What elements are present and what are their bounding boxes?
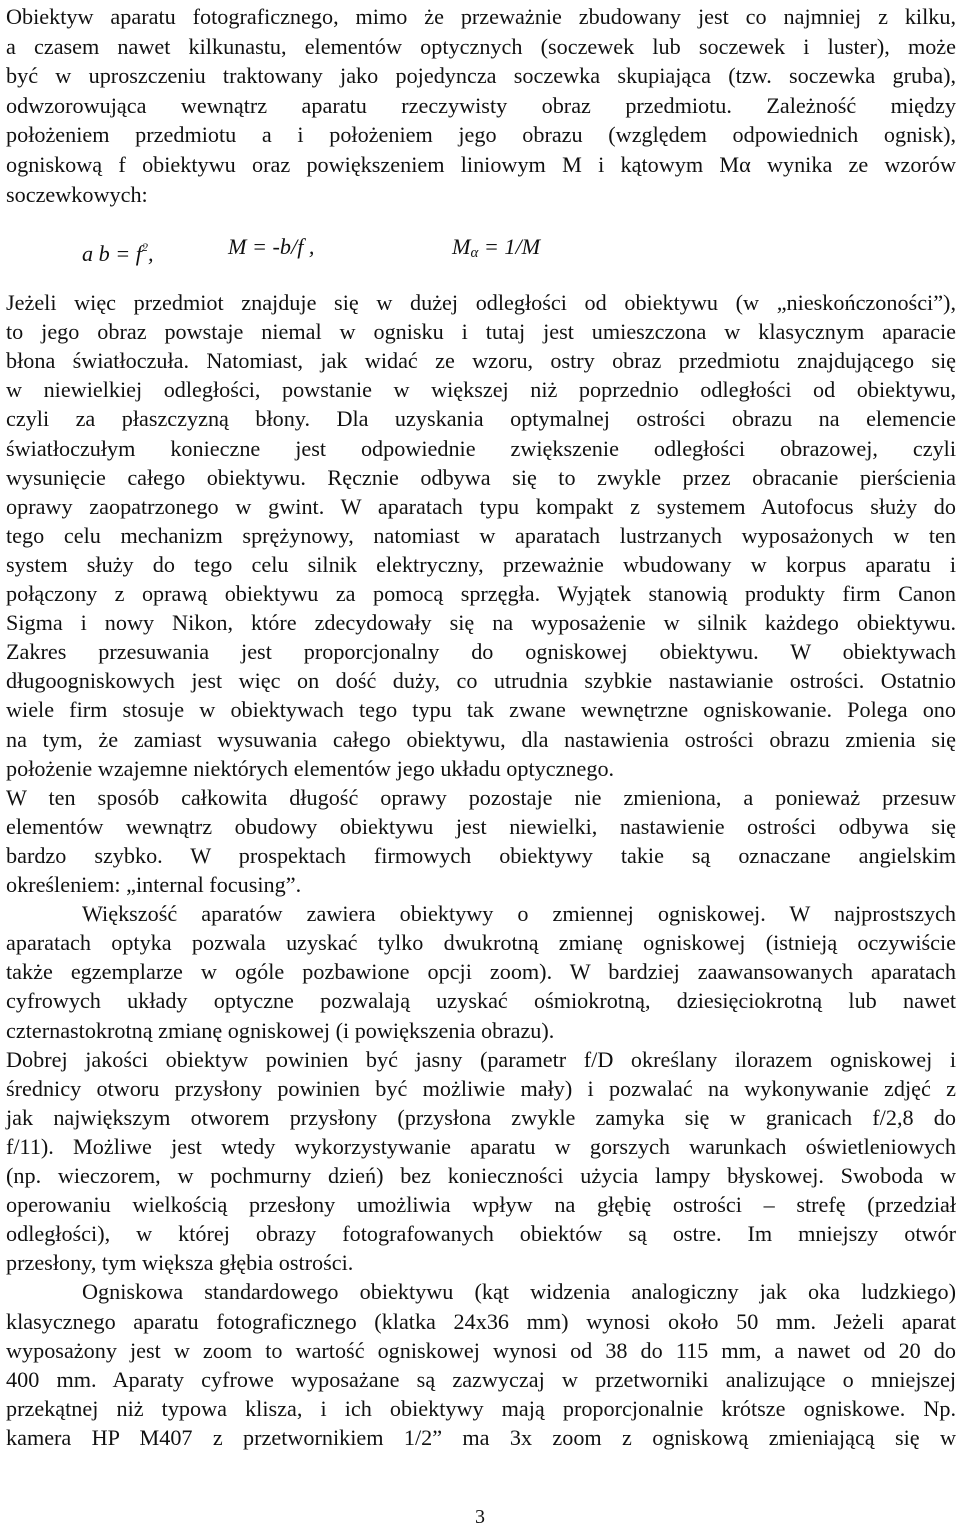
body-line: błona światłoczuła. Natomiast, jak widać ze wzoru, ostry obraz przedmiotu znajdującego się [6, 348, 956, 374]
intro-line: soczewkowych: [6, 181, 148, 207]
formula-linear-magnification: M = -b/f , [228, 234, 315, 259]
body-line: klasycznego aparatu fotograficznego (klatka 24x36 mm) wynosi około 50 mm. Jeżeli aparat [6, 1308, 956, 1334]
body-line: wysunięcie całego obiektywu. Ręcznie odbywa się to zwykle przez obracanie pierścienia [6, 464, 956, 490]
body-line: 400 mm. Aparaty cyfrowe wyposażane są zazwyczaj w przetworniki analizujące o mniejszej [6, 1366, 956, 1392]
intro-line: odwzorowująca wewnątrz aparatu rzeczywisty obraz przedmiotu. Zależność między [6, 92, 956, 118]
body-line: odległości), w której obrazy fotografowanych obiektów są ostre. Im mniejszy otwór [6, 1221, 956, 1247]
body-line: Dobrej jakości obiektyw powinien być jasny (parametr f/D określany ilorazem ogniskowej i [6, 1046, 956, 1072]
body-line: wiele firm stosuje w obiektywach tego typu tak zwane wewnętrzne ogniskowanie. Polega ono [6, 697, 956, 723]
body-line: to jego obraz powstaje niemal w ognisku i tutaj jest umieszczona w klasycznym aparacie [6, 319, 956, 345]
body-line: przekątnej niż typowa klisza, i ich obiektywy mają proporcjonalnie krótsze ogniskowe. Np. [6, 1395, 956, 1421]
body-line: połączony z oprawą obiektywu za pomocą sprzęgła. Wyjątek stanowią produkty firm Canon [6, 581, 956, 606]
body-line: określeniem: „internal focusing”. [6, 872, 302, 897]
body-line: w niewielkiej odległości, powstanie w większej niż poprzednio odległości od obiektywu, [6, 377, 956, 403]
body-line: położenie wzajemne niektórych elementów jego układu optycznego. [6, 755, 615, 781]
body-line: także egzemplarze w ogóle pozbawione opcji zoom). W bardziej zaawansowanych aparatach [6, 959, 956, 985]
body-line: długoogniskowych jest więc on dość duży, co utrudnia szybkie nastawianie ostrości. Ostatnio [6, 668, 956, 694]
formula-lens-equation: a $b = f^2$, [82, 240, 154, 266]
body-line: przesłony, tym większa głębia ostrości. [6, 1250, 354, 1276]
intro-line: a czasem nawet kilkunastu, elementów optycznych (soczewek lub soczewek i luster), może [6, 33, 956, 59]
body-line: system służy do tego celu silnik elektryczny, przeważnie wbudowany w korpus aparatu i [6, 551, 956, 577]
body-line: wyposażony jest w zoom to wartość ogniskowej wynosi od 38 do 115 mm, a nawet od 20 do [6, 1337, 956, 1363]
intro-line: położeniem przedmiotu a i położeniem jego obrazu (względem odpowiednich ognisk), [6, 122, 956, 148]
body-line: Większość aparatów zawiera obiektywy o zmiennej ogniskowej. W najprostszych [82, 901, 956, 927]
intro-line: ogniskową f obiektywu oraz powiększeniem liniowym M i kątowym Mα wynika ze wzorów [6, 152, 956, 177]
body-line: światłoczułym konieczne jest odpowiednie zwiększenie odległości obrazowej, czyli [6, 435, 956, 461]
body-line: W ten sposób całkowita długość oprawy pozostaje nie zmieniona, a ponieważ przesuw [6, 784, 956, 810]
body-line: f/11). Możliwe jest wtedy wykorzystywanie aparatu w gorszych warunkach oświetleniowych [6, 1133, 956, 1159]
body-line: Zakres przesuwania jest proporcjonalny do ogniskowej obiektywu. W obiektywach [6, 639, 956, 665]
body-line: czternastokrotną zmianę ogniskowej (i powiększenia obrazu). [6, 1017, 555, 1043]
body-line: średnicy otworu przysłony powinien być możliwie mały) i pozwalać na wykonywanie zdjęć z [6, 1075, 956, 1101]
body-line: Sigma i nowy Nikon, które zdecydowały się na wyposażenie w silnik każdego obiektywu. [6, 610, 956, 636]
body-line: jak największym otworem przysłony (przysłona zwykle zamyka się w granicach f/2,8 do [6, 1104, 956, 1130]
body-line: cyfrowych układy optyczne pozwalają uzyskać ośmiokrotną, dziesięciokrotną lub nawet [6, 988, 956, 1014]
body-line: bardzo szybko. W prospektach firmowych obiektywy takie są oznaczane angielskim [6, 842, 956, 868]
formula-angular-magnification: $M_\alpha = 1/M$ [452, 234, 541, 261]
body-line: elementów wewnątrz obudowy obiektywu jest niewielki, nastawienie ostrości odbywa się [6, 813, 956, 839]
body-line: (np. wieczorem, w pochmurny dzień) bez konieczności użycia lampy błyskowej. Swoboda w [6, 1163, 956, 1188]
intro-line: być w uproszczeniu traktowany jako pojedyncza soczewka skupiająca (tzw. soczewka gruba), [6, 63, 956, 89]
body-line: tego celu mechanizm sprężynowy, natomiast w aparatach lustrzanych wyposażonych w ten [6, 522, 956, 548]
body-line: oprawy zaopatrzonego w gwint. W aparatach typu kompakt z systemem Autofocus służy do [6, 493, 956, 519]
body-line: aparatach optyka pozwala uzyskać tylko dwukrotną zmianę ogniskowej (istnieją oczywiście [6, 930, 956, 956]
body-line: Jeżeli więc przedmiot znajduje się w dużej odległości od obiektywu (w „nieskończoności”), [6, 290, 956, 315]
body-line: operowaniu wielkością przesłony umożliwia wpływ na głębię ostrości – strefę (przedział [6, 1192, 956, 1218]
body-line: Ogniskowa standardowego obiektywu (kąt widzenia analogiczny jak oka ludzkiego) [82, 1279, 956, 1305]
body-line: na tym, że zamiast wysuwania całego obiektywu, dla nastawienia ostrości obrazu zmienia się [6, 726, 956, 752]
intro-line: Obiektyw aparatu fotograficznego, mimo że przeważnie zbudowany jest co najmniej z kilku, [6, 4, 956, 29]
body-line: czyli za płaszczyzną błony. Dla uzyskania optymalnej ostrości obrazu na elemencie [6, 406, 956, 432]
body-line: kamera HP M407 z przetwornikiem 1/2” ma 3x zoom z ogniskową zmieniającą się w [6, 1424, 956, 1450]
page-number: 3 [475, 1506, 485, 1528]
